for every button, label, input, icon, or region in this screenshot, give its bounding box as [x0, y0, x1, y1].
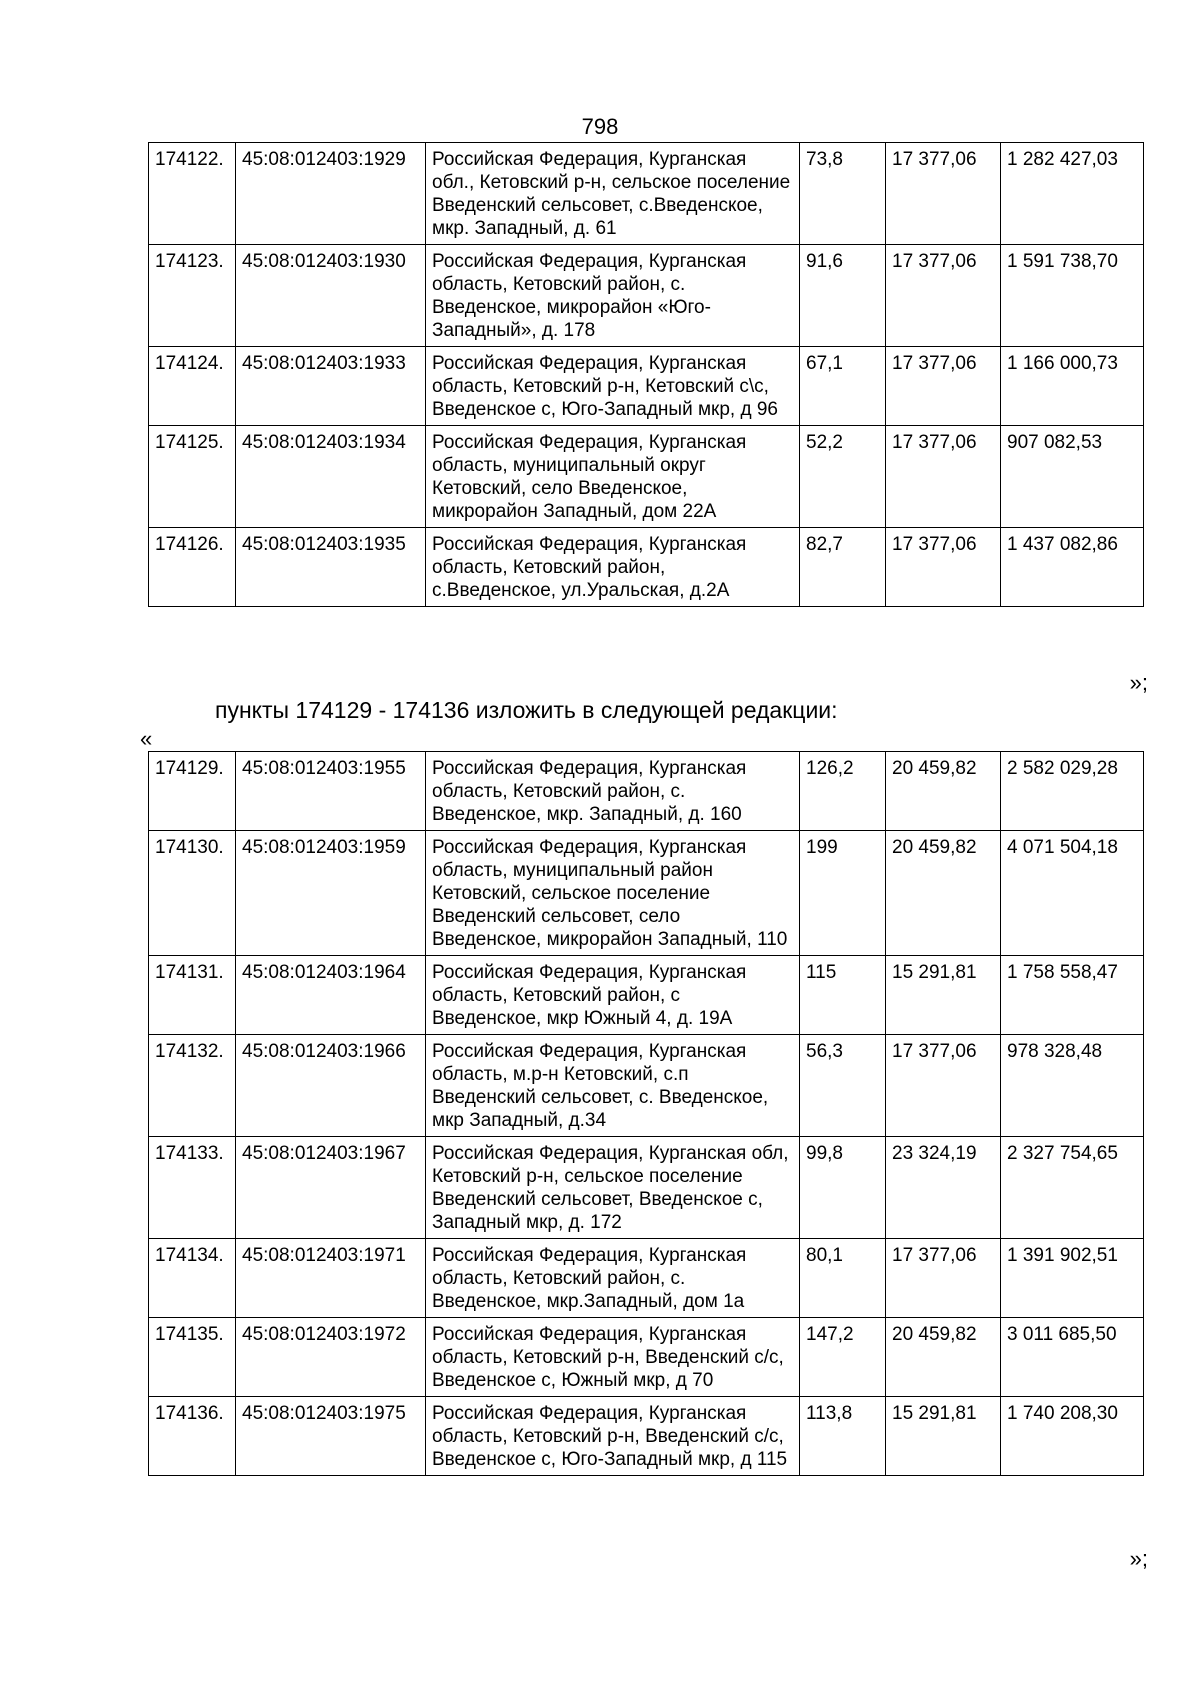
- cadastral-number: 45:08:012403:1971: [236, 1239, 426, 1318]
- area: 56,3: [800, 1035, 886, 1137]
- address: Российская Федерация, Курганская область, Кетовский район, с. Введенское, мкр.Западный, дом 1а: [426, 1239, 800, 1318]
- table-row: [149, 143, 1144, 245]
- item-number: 174131.: [149, 956, 236, 1035]
- address: Российская Федерация, Курганская обл., Кетовский р-н, сельское поселение Введенский сельсовет, с.Введенское, мкр. Западный, д. 61: [426, 143, 800, 245]
- unit-price: 17 377,06: [886, 245, 1001, 347]
- property-table-1: [148, 142, 1144, 607]
- table-row: [149, 245, 1144, 347]
- table-row: [149, 528, 1144, 607]
- address: Российская Федерация, Курганская область, Кетовский р-н, Кетовский с\с, Введенское с, Юго-Западный мкр, д 96: [426, 347, 800, 426]
- unit-price: 15 291,81: [886, 1397, 1001, 1476]
- cadastral-cost: 1 166 000,73: [1001, 347, 1144, 426]
- area: 80,1: [800, 1239, 886, 1318]
- address: Российская Федерация, Курганская область, Кетовский район, с.Введенское, ул.Уральская, д.2А: [426, 528, 800, 607]
- unit-price: 17 377,06: [886, 1239, 1001, 1318]
- cadastral-cost: 907 082,53: [1001, 426, 1144, 528]
- cadastral-number: 45:08:012403:1930: [236, 245, 426, 347]
- address: Российская Федерация, Курганская область, Кетовский район, с. Введенское, мкр. Западный, д. 160: [426, 752, 800, 831]
- table-row: [149, 1397, 1144, 1476]
- cadastral-cost: 1 591 738,70: [1001, 245, 1144, 347]
- page-number: 798: [581, 114, 619, 139]
- table-row: [149, 426, 1144, 528]
- cadastral-cost: 3 011 685,50: [1001, 1318, 1144, 1397]
- closing-quote: »;: [1129, 1546, 1148, 1571]
- unit-price: 17 377,06: [886, 143, 1001, 245]
- unit-price: 23 324,19: [886, 1137, 1001, 1239]
- address: Российская Федерация, Курганская обл, Кетовский р-н, сельское поселение Введенский сельсовет, Введенское с, Западный мкр, д. 172: [426, 1137, 800, 1239]
- area: 91,6: [800, 245, 886, 347]
- cadastral-number: 45:08:012403:1929: [236, 143, 426, 245]
- cadastral-cost: 1 740 208,30: [1001, 1397, 1144, 1476]
- item-number: 174126.: [149, 528, 236, 607]
- table-row: [149, 752, 1144, 831]
- item-number: 174123.: [149, 245, 236, 347]
- table-row: [149, 1137, 1144, 1239]
- item-number: 174129.: [149, 752, 236, 831]
- table-row: [149, 831, 1144, 956]
- cadastral-number: 45:08:012403:1934: [236, 426, 426, 528]
- cadastral-cost: 1 758 558,47: [1001, 956, 1144, 1035]
- address: Российская Федерация, Курганская область, Кетовский район, с. Введенское, микрорайон «Юго-Западный», д. 178: [426, 245, 800, 347]
- cadastral-cost: 1 282 427,03: [1001, 143, 1144, 245]
- address: Российская Федерация, Курганская область, Кетовский район, с Введенское, мкр Южный 4, д. 19А: [426, 956, 800, 1035]
- cadastral-number: 45:08:012403:1966: [236, 1035, 426, 1137]
- unit-price: 17 377,06: [886, 426, 1001, 528]
- unit-price: 17 377,06: [886, 347, 1001, 426]
- table-row: [149, 347, 1144, 426]
- opening-quote: «: [140, 726, 153, 751]
- unit-price: 17 377,06: [886, 528, 1001, 607]
- table-row: [149, 1239, 1144, 1318]
- cadastral-cost: 2 327 754,65: [1001, 1137, 1144, 1239]
- area: 199: [800, 831, 886, 956]
- unit-price: 17 377,06: [886, 1035, 1001, 1137]
- area: 115: [800, 956, 886, 1035]
- cadastral-number: 45:08:012403:1935: [236, 528, 426, 607]
- area: 67,1: [800, 347, 886, 426]
- cadastral-number: 45:08:012403:1964: [236, 956, 426, 1035]
- address: Российская Федерация, Курганская область, Кетовский р-н, Введенский с/с, Введенское с, Юго-Западный мкр, д 115: [426, 1397, 800, 1476]
- item-number: 174124.: [149, 347, 236, 426]
- item-number: 174134.: [149, 1239, 236, 1318]
- item-number: 174125.: [149, 426, 236, 528]
- table-row: [149, 1035, 1144, 1137]
- property-table-2: [148, 751, 1144, 1476]
- closing-quote: »;: [1129, 670, 1148, 695]
- area: 99,8: [800, 1137, 886, 1239]
- area: 147,2: [800, 1318, 886, 1397]
- cadastral-number: 45:08:012403:1972: [236, 1318, 426, 1397]
- item-number: 174135.: [149, 1318, 236, 1397]
- area: 113,8: [800, 1397, 886, 1476]
- address: Российская Федерация, Курганская область, Кетовский р-н, Введенский с/с, Введенское с, Южный мкр, д 70: [426, 1318, 800, 1397]
- address: Российская Федерация, Курганская область, муниципальный район Кетовский, сельское поселение Введенский сельсовет, село Введенское, микрорайон Западный, 110: [426, 831, 800, 956]
- cadastral-number: 45:08:012403:1967: [236, 1137, 426, 1239]
- item-number: 174133.: [149, 1137, 236, 1239]
- area: 73,8: [800, 143, 886, 245]
- cadastral-number: 45:08:012403:1975: [236, 1397, 426, 1476]
- cadastral-cost: 1 437 082,86: [1001, 528, 1144, 607]
- table-row: [149, 1318, 1144, 1397]
- item-number: 174136.: [149, 1397, 236, 1476]
- unit-price: 20 459,82: [886, 752, 1001, 831]
- table-row: [149, 956, 1144, 1035]
- address: Российская Федерация, Курганская область, муниципальный округ Кетовский, село Введенское, микрорайон Западный, дом 22А: [426, 426, 800, 528]
- unit-price: 15 291,81: [886, 956, 1001, 1035]
- unit-price: 20 459,82: [886, 1318, 1001, 1397]
- item-number: 174132.: [149, 1035, 236, 1137]
- cadastral-cost: 2 582 029,28: [1001, 752, 1144, 831]
- item-number: 174130.: [149, 831, 236, 956]
- unit-price: 20 459,82: [886, 831, 1001, 956]
- address: Российская Федерация, Курганская область, м.р-н Кетовский, с.п Введенский сельсовет, с. Введенское, мкр Западный, д.34: [426, 1035, 800, 1137]
- area: 126,2: [800, 752, 886, 831]
- cadastral-cost: 4 071 504,18: [1001, 831, 1144, 956]
- area: 52,2: [800, 426, 886, 528]
- area: 82,7: [800, 528, 886, 607]
- cadastral-cost: 1 391 902,51: [1001, 1239, 1144, 1318]
- item-number: 174122.: [149, 143, 236, 245]
- cadastral-number: 45:08:012403:1933: [236, 347, 426, 426]
- amendment-instruction: пункты 174129 - 174136 изложить в следующей редакции:: [215, 697, 838, 723]
- cadastral-cost: 978 328,48: [1001, 1035, 1144, 1137]
- cadastral-number: 45:08:012403:1955: [236, 752, 426, 831]
- cadastral-number: 45:08:012403:1959: [236, 831, 426, 956]
